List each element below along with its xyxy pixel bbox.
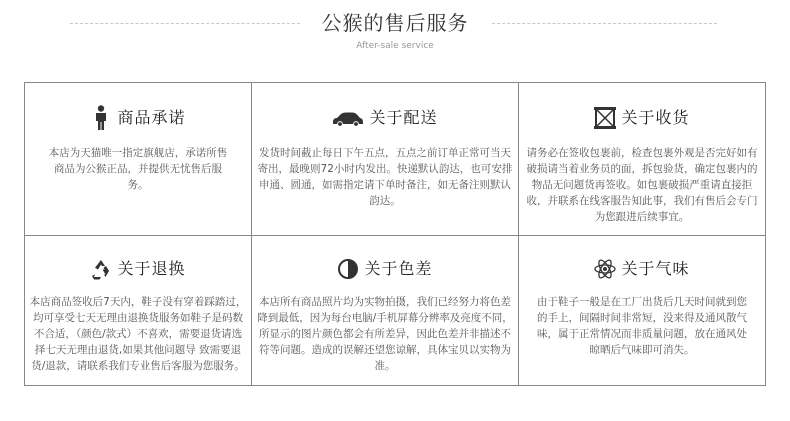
card-heading [519,103,765,133]
card-description: 本店所有商品照片均为实物拍摄，我们已经努力将色差降到最低，因为每台电脑/手机屏幕分辨率及亮度不同，所显示的图片颜色都会有所差异，因此色差并非描述不符等问题。造成的误解还望您谅解，具体宝贝以实物为准。 [257,296,513,372]
service-card-color-difference [252,236,519,385]
card-heading [252,254,518,284]
person-icon [90,105,112,131]
service-card-returns [25,236,252,385]
atom-icon [594,256,616,282]
card-description: 本店为天猫唯一指定旗舰店，承诺所售商品为公猴正品，并提供无忧售后服务。 [48,147,228,191]
recycle-icon [90,256,112,282]
card-title: 关于配送 [369,108,438,127]
card-heading [25,103,251,133]
card-heading [519,254,765,284]
card-description: 请务必在签收包裹前，检查包裹外观是否完好如有破损请当着业务员的面，拆包验货，确定包裹内的物品无问题货再签收。如包裹破损严重请直接拒收，并联系在线客服告知此事，我们有售后会专门为您跟进后续事宜。 [526,147,758,223]
card-title: 关于收货 [621,108,690,127]
card-title: 关于气味 [621,259,690,278]
package-icon [594,105,616,131]
card-description: 发货时间截止每日下午五点，五点之前订单正常可当天寄出，最晚则72小时内发出。快递默认韵达，也可安排申通、圆通，如需指定请下单时备注，如无备注则默认韵达。 [257,147,513,207]
service-card-delivery [252,83,519,236]
service-card-product-promise [25,83,252,236]
service-card-odor [519,236,765,385]
header-divider-right [492,23,717,24]
contrast-icon [337,256,359,282]
service-card-receiving [519,83,765,236]
card-heading [252,103,518,133]
section-subtitle: After-sale service [356,41,434,51]
card-title: 关于色差 [364,259,433,278]
card-heading [25,254,251,284]
card-title: 关于退换 [117,259,186,278]
card-description: 由于鞋子一般是在工厂出货后几天时间就到您的手上，间隔时间非常短，没来得及通风散气味，属于正常情况而非质量问题，放在通风处晾晒后气味即可消失。 [537,296,747,356]
card-title: 商品承诺 [117,108,186,127]
car-icon [332,105,364,131]
section-title: 公猴的售后服务 [321,11,469,35]
service-grid [24,82,766,386]
card-description: 本店商品签收后7天内，鞋子没有穿着踩踏过，均可享受七天无理由退换货服务如鞋子是码数不合适，（颜色/款式）不喜欢，需要退货请选择七天无理由退货,如果其他问题导 致需要退货/退款，请联系我们专业售后客服为您服务。 [29,296,247,372]
section-header [0,0,790,70]
